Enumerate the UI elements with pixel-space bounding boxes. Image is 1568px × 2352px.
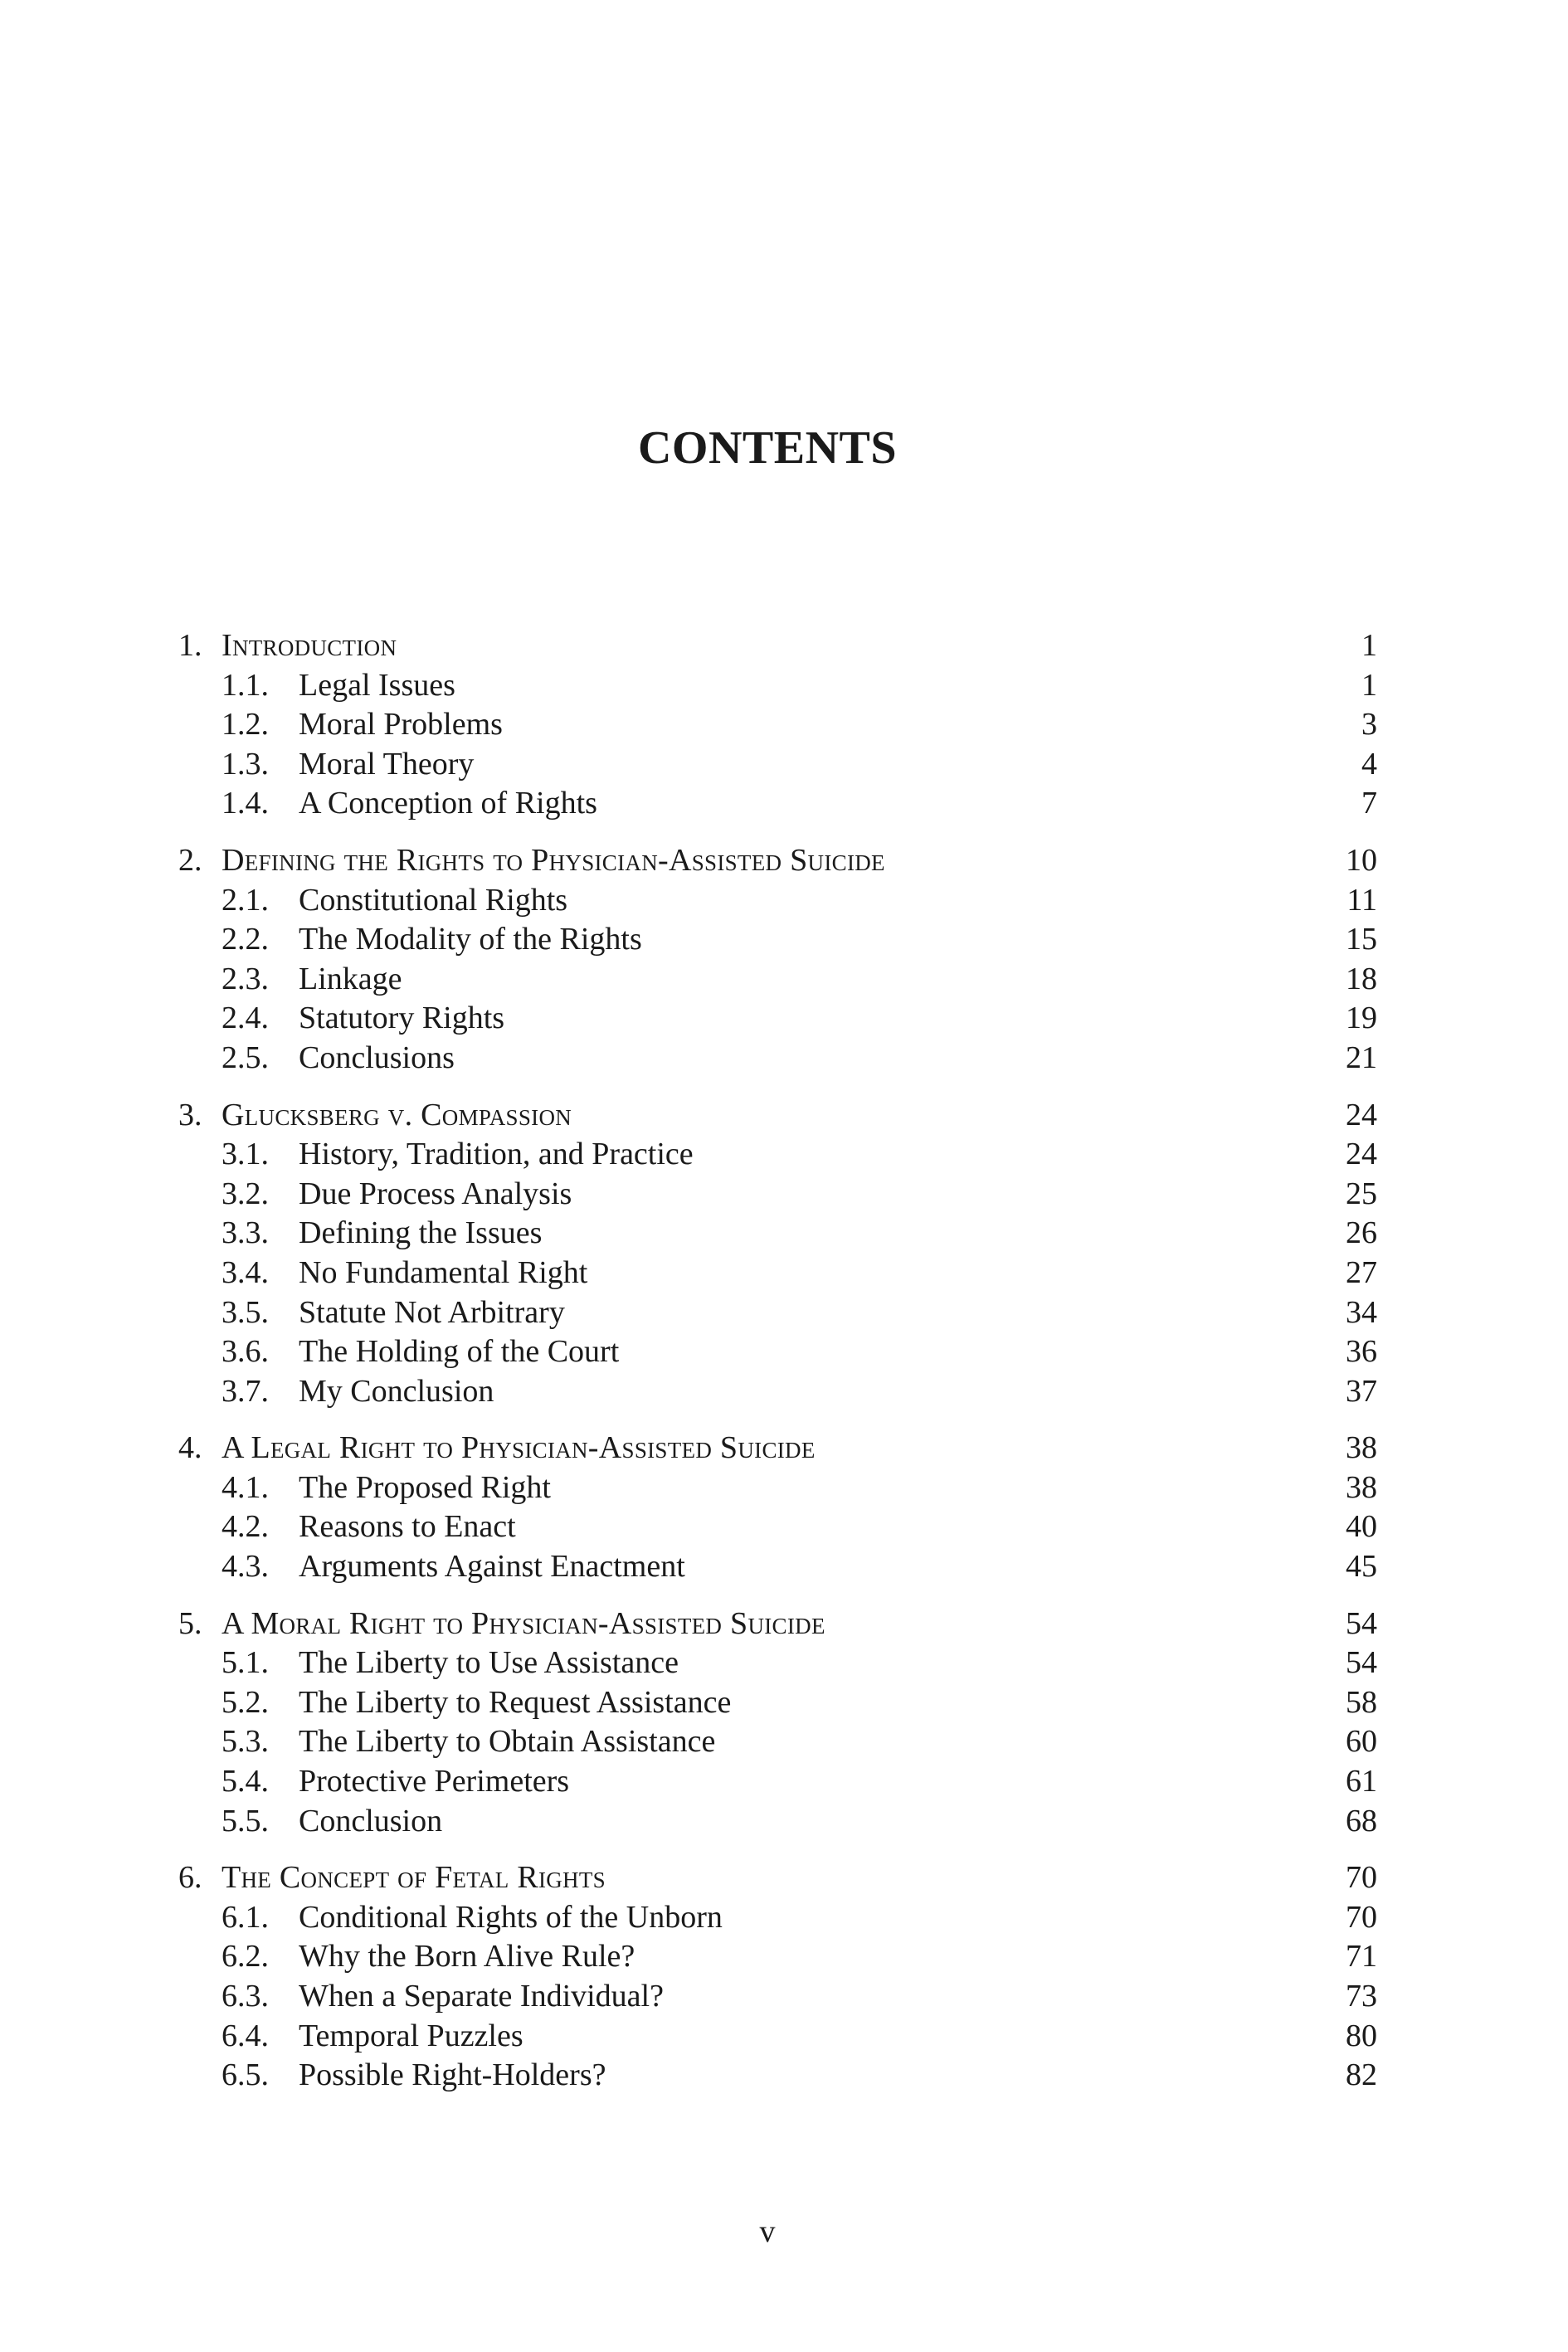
section-page: 18 [1346, 961, 1377, 996]
section-number: 2.5. [222, 1040, 269, 1075]
toc-chapter-entry [178, 1858, 1377, 1898]
section-page: 24 [1346, 1137, 1377, 1172]
section-number: 5.2. [222, 1684, 269, 1720]
chapter-number: 2. [178, 842, 202, 878]
page-number: v [759, 2214, 776, 2249]
section-number: 3.7. [222, 1373, 269, 1409]
section-number: 6.4. [222, 2018, 269, 2053]
chapter-title: Defining the Rights to Physician-Assisted Suicide [222, 842, 885, 878]
toc-section-entry [178, 960, 1377, 1000]
toc-section-entry [178, 1293, 1377, 1333]
section-title: My Conclusion [299, 1373, 494, 1409]
section-page: 71 [1346, 1939, 1377, 1975]
section-title: Conclusions [299, 1040, 455, 1075]
toc-section-entry [178, 1762, 1377, 1802]
chapter-number: 5. [178, 1605, 202, 1641]
section-number: 1.1. [222, 667, 269, 703]
section-page: 70 [1346, 1899, 1377, 1935]
section-title: Protective Perimeters [299, 1764, 570, 1799]
section-title: Conditional Rights of the Unborn [299, 1899, 723, 1935]
toc-section-entry [178, 1977, 1377, 2017]
section-number: 4.1. [222, 1469, 269, 1505]
section-page: 80 [1346, 2018, 1377, 2053]
section-number: 5.5. [222, 1803, 269, 1838]
toc-section-entry [178, 1468, 1377, 1508]
toc-section-entry [178, 1722, 1377, 1762]
toc-section-entry [178, 920, 1377, 960]
chapter-page: 24 [1346, 1097, 1377, 1132]
toc-section-entry [178, 705, 1377, 745]
chapter-number: 6. [178, 1860, 202, 1896]
section-title: Statute Not Arbitrary [299, 1294, 565, 1330]
section-number: 3.1. [222, 1137, 269, 1172]
toc-section-entry [178, 1372, 1377, 1412]
section-number: 6.2. [222, 1939, 269, 1975]
toc-section-entry [178, 1332, 1377, 1372]
section-page: 11 [1346, 882, 1377, 918]
section-page: 27 [1346, 1254, 1377, 1290]
section-page: 15 [1346, 922, 1377, 957]
section-title: Due Process Analysis [299, 1176, 572, 1211]
toc-section-entry [178, 1898, 1377, 1938]
section-title: When a Separate Individual? [299, 1979, 664, 2014]
toc-section-entry [178, 1135, 1377, 1175]
section-page: 25 [1346, 1176, 1377, 1211]
chapter-page: 38 [1346, 1430, 1377, 1466]
toc-chapter-entry [178, 1096, 1377, 1136]
section-page: 61 [1346, 1764, 1377, 1799]
toc-section-entry [178, 1507, 1377, 1547]
chapter-number: 1. [178, 628, 202, 663]
section-page: 45 [1346, 1549, 1377, 1585]
chapter-page: 1 [1361, 628, 1377, 663]
section-page: 21 [1346, 1040, 1377, 1075]
toc-chapter-entry [178, 1429, 1377, 1468]
chapter-title: A Legal Right to Physician-Assisted Suicide [222, 1430, 816, 1466]
toc-section-entry [178, 999, 1377, 1039]
section-number: 3.3. [222, 1215, 269, 1251]
section-page: 3 [1361, 707, 1377, 743]
toc-section-entry [178, 2017, 1377, 2057]
toc-section-entry [178, 784, 1377, 824]
section-title: Conclusion [299, 1803, 443, 1838]
section-page: 68 [1346, 1803, 1377, 1838]
section-number: 2.3. [222, 961, 269, 996]
section-number: 3.5. [222, 1294, 269, 1330]
section-page: 40 [1346, 1509, 1377, 1545]
section-number: 6.3. [222, 1979, 269, 2014]
toc-section-entry [178, 666, 1377, 706]
section-title: The Modality of the Rights [299, 922, 642, 957]
section-title: The Liberty to Use Assistance [299, 1645, 679, 1681]
toc-section-entry [178, 2056, 1377, 2096]
section-title: Temporal Puzzles [299, 2018, 523, 2053]
section-page: 36 [1346, 1334, 1377, 1370]
toc-section-entry [178, 745, 1377, 785]
toc-chapter-entry [178, 626, 1377, 666]
section-title: The Holding of the Court [299, 1334, 620, 1370]
toc-section-entry [178, 1937, 1377, 1977]
section-number: 2.1. [222, 882, 269, 918]
toc-section-entry [178, 1683, 1377, 1723]
section-title: History, Tradition, and Practice [299, 1137, 694, 1172]
section-title: Defining the Issues [299, 1215, 543, 1251]
section-number: 2.4. [222, 1001, 269, 1036]
section-title: A Conception of Rights [299, 786, 597, 821]
page-title: CONTENTS [637, 422, 898, 474]
toc-section-entry [178, 1039, 1377, 1079]
section-page: 73 [1346, 1979, 1377, 2014]
section-title: Why the Born Alive Rule? [299, 1939, 635, 1975]
section-title: The Liberty to Request Assistance [299, 1684, 732, 1720]
section-page: 7 [1361, 786, 1377, 821]
table-of-contents [178, 626, 1377, 2113]
section-page: 19 [1346, 1001, 1377, 1036]
chapter-number: 4. [178, 1430, 202, 1466]
section-title: Constitutional Rights [299, 882, 568, 918]
chapter-page: 54 [1346, 1605, 1377, 1641]
section-number: 5.4. [222, 1764, 269, 1799]
section-title: Moral Problems [299, 707, 503, 743]
section-page: 82 [1346, 2057, 1377, 2093]
section-number: 1.3. [222, 746, 269, 782]
toc-section-entry [178, 1802, 1377, 1842]
toc-section-entry [178, 1643, 1377, 1683]
toc-section-entry [178, 1254, 1377, 1293]
section-title: Legal Issues [299, 667, 455, 703]
toc-chapter-5 [178, 1605, 1377, 1842]
section-number: 6.1. [222, 1899, 269, 1935]
section-number: 6.5. [222, 2057, 269, 2093]
chapter-title: Introduction [222, 628, 397, 663]
toc-chapter-entry [178, 841, 1377, 881]
section-title: Statutory Rights [299, 1001, 505, 1036]
toc-section-entry [178, 1214, 1377, 1254]
section-title: Linkage [299, 961, 402, 996]
section-number: 1.2. [222, 707, 269, 743]
toc-chapter-3 [178, 1096, 1377, 1412]
section-page: 60 [1346, 1724, 1377, 1760]
chapter-title: Glucksberg v. Compassion [222, 1097, 572, 1132]
section-number: 4.3. [222, 1549, 269, 1585]
toc-section-entry [178, 1175, 1377, 1215]
chapter-title: The Concept of Fetal Rights [222, 1860, 606, 1896]
toc-section-entry [178, 1547, 1377, 1587]
section-number: 3.4. [222, 1254, 269, 1290]
section-title: Moral Theory [299, 746, 475, 782]
section-number: 3.2. [222, 1176, 269, 1211]
section-page: 58 [1346, 1684, 1377, 1720]
section-number: 5.3. [222, 1724, 269, 1760]
chapter-number: 3. [178, 1097, 202, 1132]
section-title: Arguments Against Enactment [299, 1549, 685, 1585]
section-page: 37 [1346, 1373, 1377, 1409]
toc-chapter-entry [178, 1605, 1377, 1644]
section-page: 54 [1346, 1645, 1377, 1681]
toc-chapter-1 [178, 626, 1377, 824]
toc-chapter-4 [178, 1429, 1377, 1586]
section-title: The Proposed Right [299, 1469, 551, 1505]
toc-chapter-2 [178, 841, 1377, 1079]
toc-section-entry [178, 881, 1377, 921]
section-page: 1 [1361, 667, 1377, 703]
section-page: 38 [1346, 1469, 1377, 1505]
section-title: Reasons to Enact [299, 1509, 516, 1545]
chapter-title: A Moral Right to Physician-Assisted Suicide [222, 1605, 825, 1641]
section-title: No Fundamental Right [299, 1254, 588, 1290]
chapter-page: 10 [1346, 842, 1377, 878]
chapter-page: 70 [1346, 1860, 1377, 1896]
section-number: 3.6. [222, 1334, 269, 1370]
section-number: 2.2. [222, 922, 269, 957]
section-title: The Liberty to Obtain Assistance [299, 1724, 716, 1760]
section-page: 4 [1361, 746, 1377, 782]
section-number: 1.4. [222, 786, 269, 821]
toc-chapter-6 [178, 1858, 1377, 2096]
section-title: Possible Right-Holders? [299, 2057, 606, 2093]
section-page: 26 [1346, 1215, 1377, 1251]
section-number: 4.2. [222, 1509, 269, 1545]
section-number: 5.1. [222, 1645, 269, 1681]
section-page: 34 [1346, 1294, 1377, 1330]
